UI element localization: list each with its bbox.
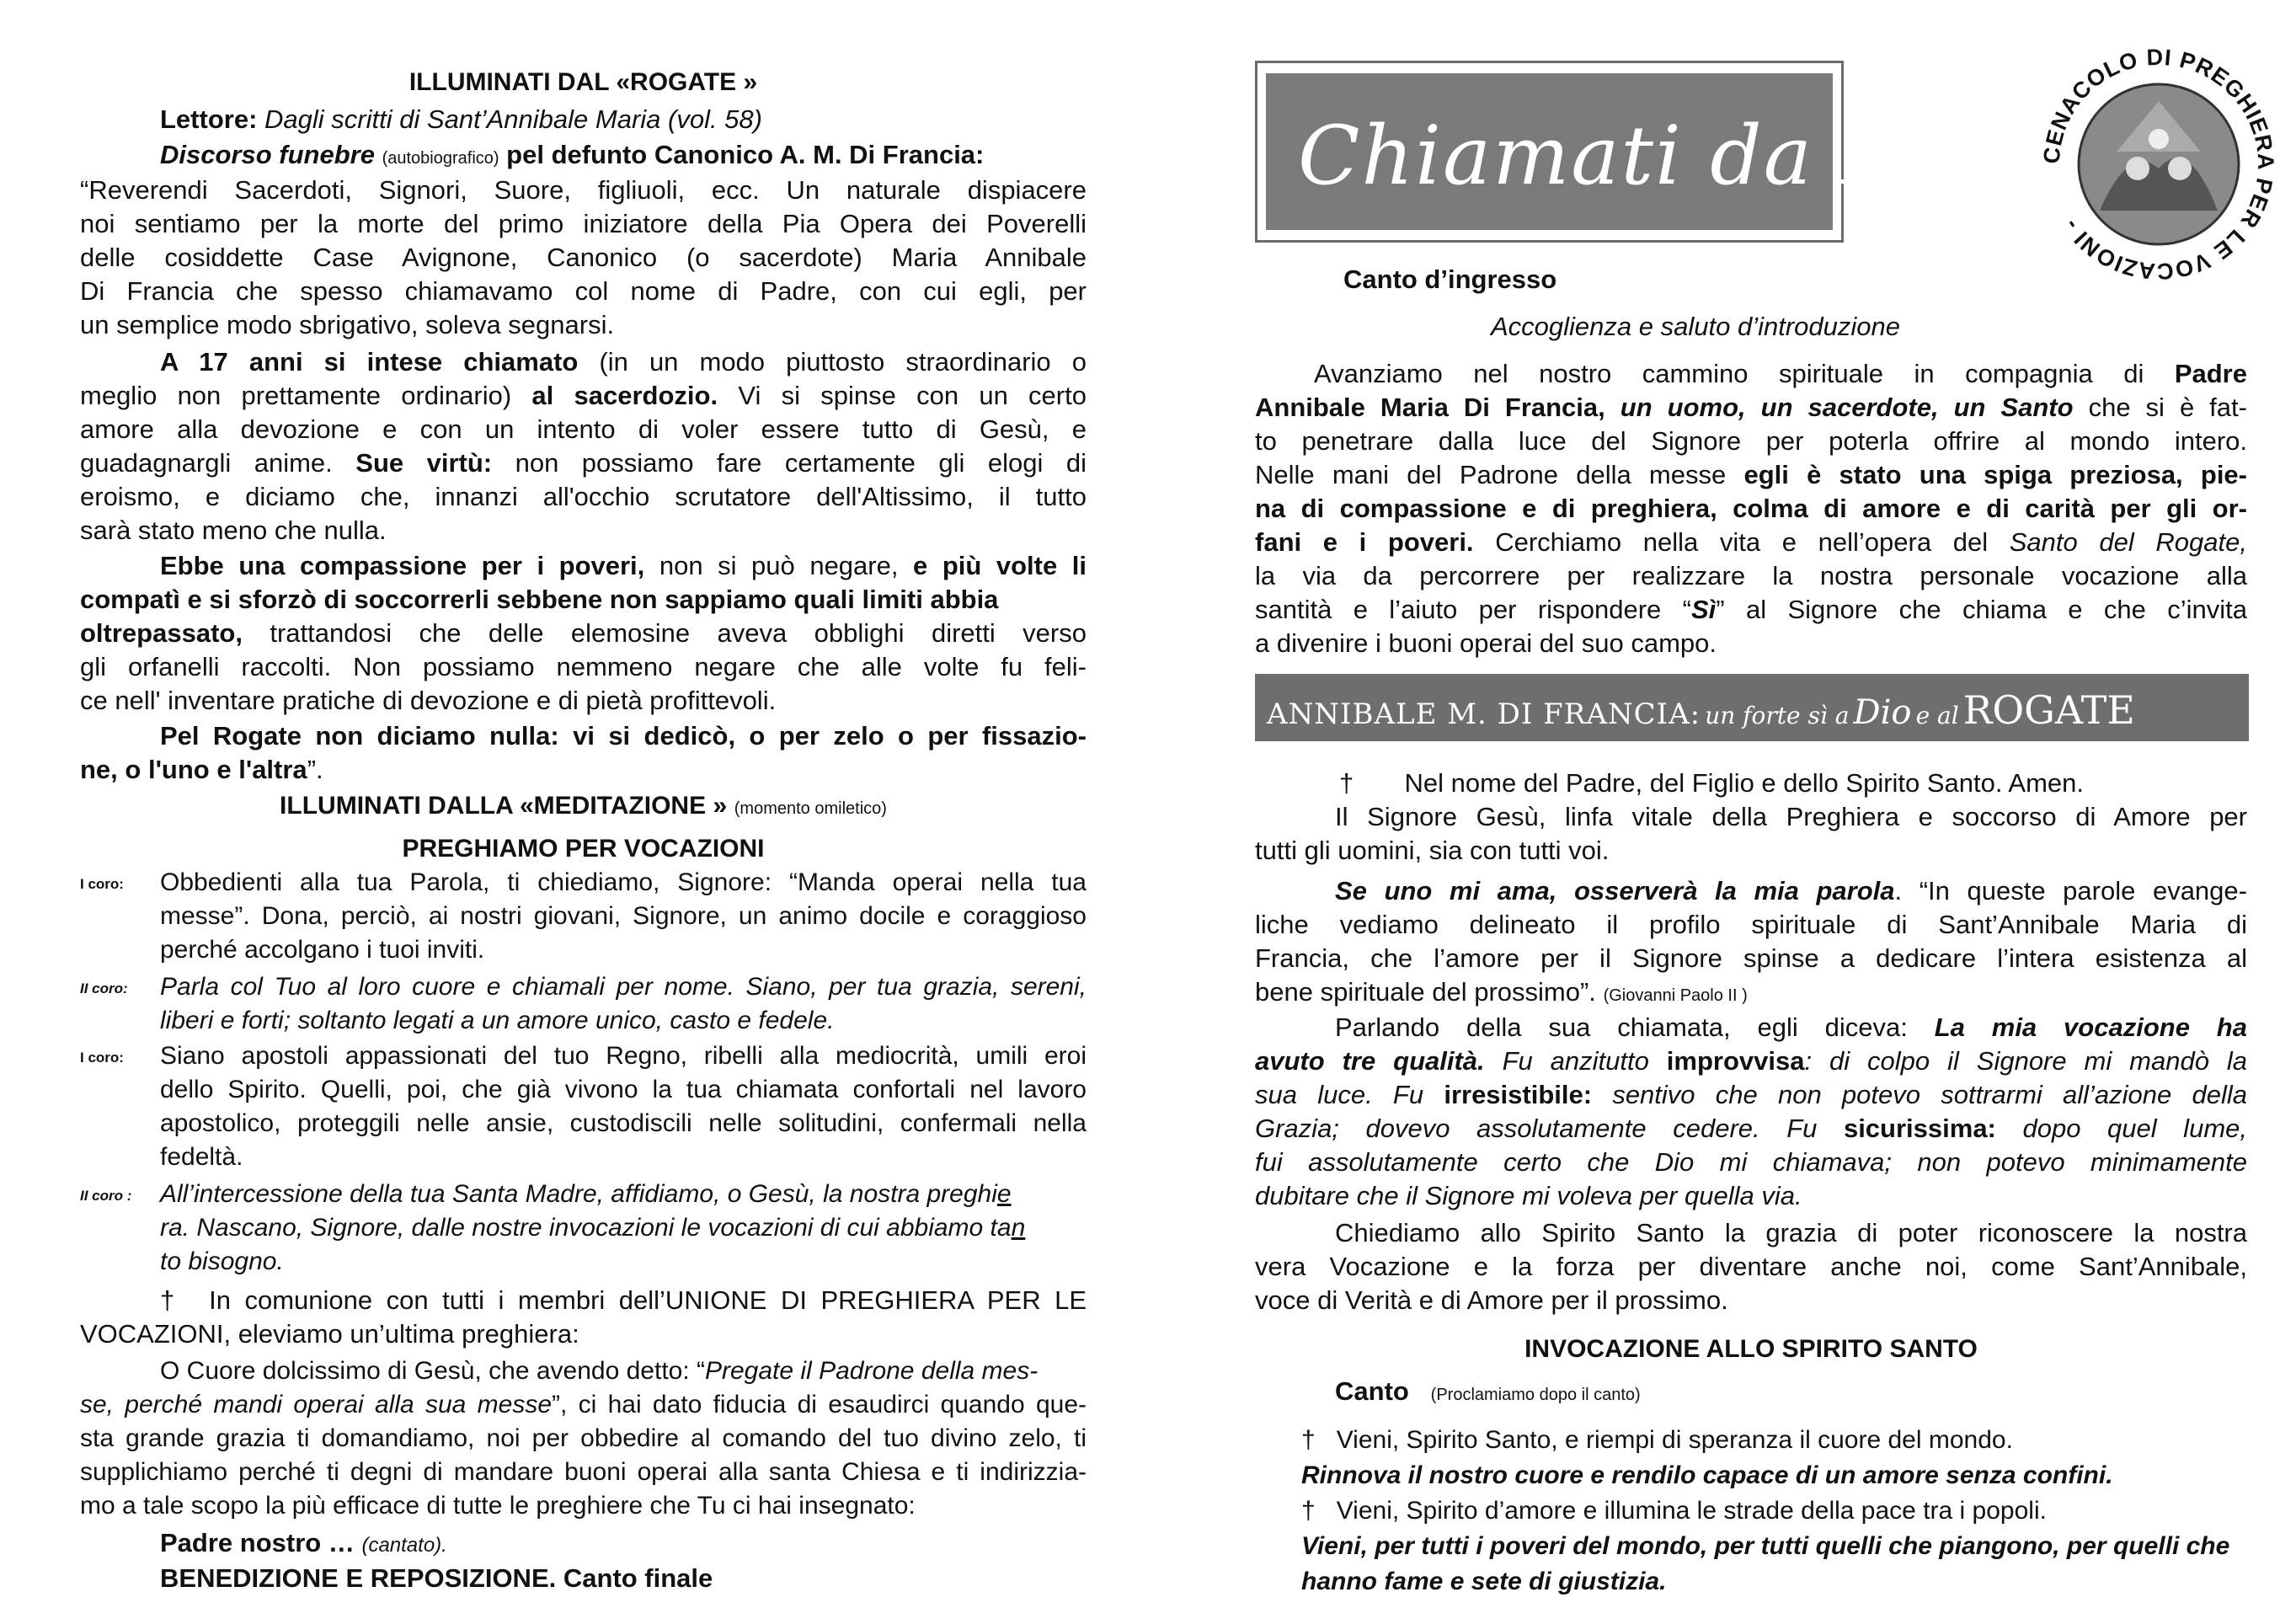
paragraph-line: Pel Rogate non diciamo nulla: vi si dedicò, o per zelo o per fissazio- (160, 721, 1087, 751)
paragraph-line: liche vediamo delineato il profilo spirituale di Sant’Annibale Maria di (1255, 910, 2247, 939)
cross-icon: † (1339, 768, 1354, 798)
comunione-line (160, 1285, 1087, 1316)
text-span: All’intercessione della tua Santa Madre, affidiamo, o Gesù, la nostra preghi (160, 1180, 997, 1208)
paragraph-line (80, 381, 1087, 411)
text-span: Nel nome del Padre, del Figlio e dello Spirito Santo. Amen. (1404, 768, 2085, 798)
canto-note: (Proclamiamo dopo il canto) (1430, 1386, 1641, 1404)
prayer-line: Parla col Tuo al loro cuore e chiamali per nome. Siano, per tua grazia, sereni, (160, 973, 1087, 1001)
coro-label: II coro : (80, 1188, 132, 1204)
nome-line (1339, 768, 2084, 799)
coro-label: II coro: (80, 980, 128, 996)
bold-italic-span: un uomo, un sacerdote, un Santo (1620, 393, 2074, 422)
discorso-rest: pel defunto Canonico A. M. Di Francia: (506, 140, 985, 169)
paragraph-line: un semplice modo sbrigativo, soleva segnarsi. (80, 310, 615, 339)
paragraph-line (80, 755, 323, 785)
banner-mid: un forte sì a (1705, 702, 1850, 729)
banner-mid2: e al (1915, 702, 1959, 729)
discorso-note: (autobiografico) (382, 149, 499, 168)
banner-dio: Dio (1853, 693, 1912, 732)
text-span: che si è fat- (2088, 393, 2247, 422)
title-background (1266, 73, 2020, 230)
paragraph-line: “Reverendi Sacerdoti, Signori, Suore, figliuoli, ecc. Un naturale dispiacere (80, 175, 1087, 205)
paragraph-line (1255, 977, 1748, 1011)
paragraph-line (1255, 1114, 2247, 1144)
title-box (1255, 61, 2020, 243)
paragraph-line: ce nell' inventare pratiche di devozione e di pietà profittevoli. (80, 686, 777, 715)
paragraph-line (160, 551, 1087, 581)
cuore-line: supplichiamo perché ti degni di mandare buoni operai alla santa Chiesa e ti indirizzia- (80, 1458, 1087, 1486)
text-span: non possiamo fare certamente gli elogi di (515, 448, 1087, 478)
paragraph-line (160, 347, 1087, 377)
section-banner (1255, 674, 2249, 741)
cross-icon: † (160, 1285, 182, 1315)
padre-nostro-line (160, 1528, 447, 1561)
invocation-response: Rinnova il nostro cuore e rendilo capace di un amore senza confini. (1301, 1461, 2113, 1489)
bold-span: e più volte li (913, 551, 1087, 580)
paragraph-line: na di compassione e di preghiera, colma di amore e di carità per gli or- (1255, 494, 2247, 523)
paragraph-line: sarà stato meno che nulla. (80, 516, 387, 545)
paragraph-line (80, 448, 1087, 478)
paragraph-line (1335, 1012, 2247, 1043)
text-span: santità e l’aiuto per rispondere “ (1255, 595, 1691, 624)
text-span: ra. Nascano, Signore, dalle nostre invocazioni le vocazioni di cui abbiamo ta (160, 1214, 1012, 1242)
italic-span: dopo quel lume, (2022, 1114, 2247, 1143)
bold-span: al sacerdozio. (531, 381, 718, 410)
banner-text (1267, 687, 2135, 733)
cenacolo-logo (2037, 42, 2281, 286)
bold-span: improvvisa (1666, 1046, 1805, 1076)
heading-note: (momento omiletico) (734, 799, 887, 818)
bold-span: sicurissima: (1843, 1114, 1996, 1143)
padre-note: (cantato). (361, 1534, 447, 1557)
text-span: Avanziamo nel nostro cammino spirituale in compagnia di (1314, 359, 2144, 388)
prayer-line: dello Spirito. Quelli, poi, che già vivono la tua chiamata confortali nel lavoro (160, 1076, 1087, 1103)
lettore-line (160, 104, 762, 135)
text-span: Vieni, Spirito Santo, e riempi di speranza il cuore del mondo. (1336, 1426, 2013, 1454)
bold-span: A 17 anni si intese chiamato (160, 347, 579, 377)
coro-label: I coro: (80, 876, 124, 892)
logo-text: CENACOLO DI PREGHIERA PER LE VOCAZIONI - (2038, 44, 2279, 285)
prayer-line: apostolico, proteggili nelle ansie, custodiscili nelle solitudini, confermali nella (160, 1109, 1087, 1137)
bold-span: egli è stato una spiga preziosa, pie- (1743, 460, 2247, 489)
canto-label: Canto (1335, 1376, 1409, 1406)
underlined-span: e (996, 1180, 1012, 1208)
invocation-line (1301, 1496, 2047, 1526)
italic-span: sentivo che non potevo sottrarmi all’azione della (1612, 1080, 2247, 1109)
invocation-response: Vieni, per tutti i poveri del mondo, per tutti quelli che piangono, per quelli che (1301, 1532, 2230, 1560)
citation-note: (Giovanni Paolo II ) (1603, 986, 1748, 1005)
discorso-line (160, 140, 984, 174)
paragraph-line: fui assolutamente certo che Dio mi chiamava; non potevo minimamente (1255, 1147, 2247, 1177)
benedizione-text: BENEDIZIONE E REPOSIZIONE. (160, 1563, 557, 1593)
prayer-line (160, 1213, 1025, 1243)
heading-preghiamo: PREGHIAMO PER VOCAZIONI (402, 835, 765, 863)
text-span: ”. (307, 755, 323, 784)
canto-ingresso: Canto d’ingresso (1343, 264, 1557, 294)
paragraph-line (1255, 1080, 2247, 1110)
paragraph-line: la via da percorrere per realizzare la nostra personale vocazione alla (1255, 561, 2247, 590)
paragraph-line: compatì e si sforzò di soccorrerli sebbene non sappiamo quali limiti abbia (80, 585, 999, 614)
paragraph-line: voce di Verità e di Amore per il prossimo. (1255, 1285, 1728, 1315)
paragraph-line (1255, 393, 2247, 423)
paragraph-line: dubitare che il Signore mi voleva per quella via. (1255, 1181, 1802, 1210)
bold-span: Padre nostro … (160, 1528, 355, 1557)
prayer-line: to bisogno. (160, 1247, 284, 1275)
text-span: meglio non prettamente ordinario) (80, 381, 512, 410)
comunione-line: VOCAZIONI, eleviamo un’ultima preghiera: (80, 1319, 579, 1349)
paragraph-line: tutti gli uomini, sia con tutti voi. (1255, 836, 1610, 865)
prayer-line: Obbedienti alla tua Parola, ti chiediamo, Signore: “Manda operai nella tua (160, 868, 1087, 896)
text-span: Cerchiamo nella vita e nell’opera del (1495, 527, 1989, 557)
bold-span: ne, o l'uno e l'altra (80, 755, 307, 784)
italic-span: se, perché mandi operai alla sua messe (80, 1391, 553, 1418)
bold-span: irresistibile: (1444, 1080, 1593, 1109)
text-span: O Cuore dolcissimo di Gesù, che avendo detto: “ (160, 1357, 705, 1385)
paragraph-line: a divenire i buoni operai del suo campo. (1255, 628, 1717, 658)
text-span: non si può negare, (659, 551, 899, 580)
italic-span: Pregate il Padrone della mes- (705, 1357, 1039, 1385)
italic-span: Fu anzitutto (1502, 1046, 1649, 1076)
paragraph-line: gli orfanelli raccolti. Non possiamo nemmeno negare che alle volte fu feli- (80, 652, 1087, 681)
heading-text: ILLUMINATI DALLA «MEDITAZIONE » (280, 792, 728, 820)
page-title: Chiamati da Dio! (1298, 109, 2020, 203)
text-span: ” al Signore che chiama e che c’invita (1716, 595, 2247, 624)
italic-span: Grazia; dovevo assolutamente cedere. Fu (1255, 1114, 1818, 1143)
cross-icon: † (1301, 1426, 1316, 1454)
bold-span: oltrepassato, (80, 618, 243, 648)
banner-name: ANNIBALE M. DI FRANCIA: (1267, 697, 1701, 731)
accoglienza: Accoglienza e saluto d’introduzione (1491, 312, 1900, 341)
paragraph-line: Di Francia che spesso chiamavamo col nome di Padre, con cui egli, per (80, 276, 1087, 306)
bold-italic-span: avuto tre qualità. (1255, 1046, 1485, 1076)
text-span: Nelle mani del Padrone della messe (1255, 460, 1727, 489)
underlined-span: n (1011, 1214, 1026, 1242)
prayer-line (160, 1179, 1012, 1210)
paragraph-line: vera Vocazione e la forza per diventare anche noi, come Sant’Annibale, (1255, 1252, 2247, 1281)
coro-label: I coro: (80, 1050, 124, 1066)
discorso-title: Discorso funebre (160, 140, 375, 169)
heading-illuminati-rogate: ILLUMINATI DAL «ROGATE » (408, 68, 758, 96)
paragraph-line: noi sentiamo per la morte del primo iniziatore della Pia Opera dei Poverelli (80, 209, 1087, 238)
italic-span: : di colpo il Signore mi mandò la (1804, 1046, 2247, 1076)
text-span: In comunione con tutti i membri dell’UNIONE DI PREGHIERA PER LE (209, 1285, 1087, 1315)
cuore-line (80, 1390, 1087, 1420)
paragraph-line: eroismo, e diciamo che, innanzi all'occhio scrutatore dell'Altissimo, il tutto (80, 482, 1087, 511)
italic-span: sua luce. Fu (1255, 1080, 1424, 1109)
lettore-text: Dagli scritti di Sant’Annibale Maria (vol. 58) (264, 104, 762, 134)
paragraph-line: delle cosiddette Case Avignone, Canonico (o sacerdote) Maria Annibale (80, 243, 1087, 272)
invocation-response: hanno fame e sete di giustizia. (1301, 1568, 1667, 1595)
cross-icon: † (1301, 1497, 1316, 1525)
paragraph-line (1335, 876, 2247, 906)
bold-italic-span: Se uno mi ama, osserverà la mia parola (1335, 876, 1895, 905)
canto-line (1335, 1376, 1641, 1410)
canto-finale: Canto finale (563, 1563, 713, 1593)
text-span: bene spirituale del prossimo”. (1255, 977, 1596, 1007)
paragraph-line: to penetrare dalla luce del Signore per poterla offrire al mondo intero. (1255, 426, 2247, 456)
cuore-line: sta grande grazia ti domandiamo, noi per obbedire al comando del tuo divino zelo, ti (80, 1424, 1087, 1452)
paragraph-line (1314, 359, 2247, 389)
text-span: Parlando della sua chiamata, egli diceva: (1335, 1012, 1908, 1042)
bold-span: Sue virtù: (355, 448, 493, 478)
bold-span: Ebbe una compassione per i poveri, (160, 551, 645, 580)
bold-span: Padre (2174, 359, 2247, 388)
paragraph-line: Francia, che l’amore per il Signore spinse a dedicare l’intera esistenza al (1255, 943, 2247, 973)
heading-invocazione: INVOCAZIONE ALLO SPIRITO SANTO (1524, 1335, 1978, 1363)
cuore-line: mo a tale scopo la più efficace di tutte le preghiere che Tu ci hai insegnato: (80, 1492, 916, 1520)
text-span: . “In queste parole evange- (1894, 876, 2247, 905)
bold-italic-span: Sì (1690, 595, 1717, 624)
italic-span: Santo del Rogate, (2009, 527, 2247, 557)
bold-italic-span: La mia vocazione ha (1934, 1012, 2247, 1042)
bold-span: Annibale Maria Di Francia, (1255, 393, 1605, 422)
lettore-label: Lettore: (160, 104, 258, 134)
paragraph-line: Il Signore Gesù, linfa vitale della Preghiera e soccorso di Amore per (1335, 802, 2247, 831)
bold-span: fani e i poveri. (1255, 527, 1474, 557)
invocation-line (1301, 1425, 2013, 1456)
prayer-line: perché accolgano i tuoi inviti. (160, 936, 485, 964)
text-span: ”, ci hai dato fiducia di esaudirci quando que- (552, 1391, 1087, 1418)
text-span: trattandosi che delle elemosine aveva obblighi diretti verso (270, 618, 1087, 648)
paragraph-line (1255, 1046, 2247, 1076)
paragraph-line: Chiediamo allo Spirito Santo la grazia di poter riconoscere la nostra (1335, 1218, 2247, 1247)
cuore-line (160, 1356, 1038, 1386)
text-span: (in un modo piuttosto straordinario o (599, 347, 1087, 377)
prayer-line: Siano apostoli appassionati del tuo Regno, ribelli alla mediocrità, umili eroi (160, 1042, 1087, 1070)
benedizione-line (160, 1563, 713, 1594)
text-span: Vi si spinse con un certo (738, 381, 1087, 410)
paragraph-line (80, 618, 1087, 649)
paragraph-line (1255, 527, 2247, 558)
prayer-line: fedeltà. (160, 1143, 243, 1171)
paragraph-line (1255, 460, 2247, 490)
prayer-line: liberi e forti; soltanto legati a un amore unico, casto e fedele. (160, 1007, 835, 1034)
paragraph-line (1255, 595, 2247, 625)
paragraph-line: amore alla devozione e con un intento di voler essere tutto di Gesù, e (80, 414, 1087, 444)
heading-meditazione (80, 790, 1087, 824)
text-span: guadagnargli anime. (80, 448, 333, 478)
prayer-line: messe”. Dona, perciò, ai nostri giovani, Signore, un animo docile e coraggioso (160, 902, 1087, 930)
text-span: Vieni, Spirito d’amore e illumina le strade della pace tra i popoli. (1336, 1497, 2047, 1525)
banner-rogate: ROGATE (1962, 687, 2135, 733)
